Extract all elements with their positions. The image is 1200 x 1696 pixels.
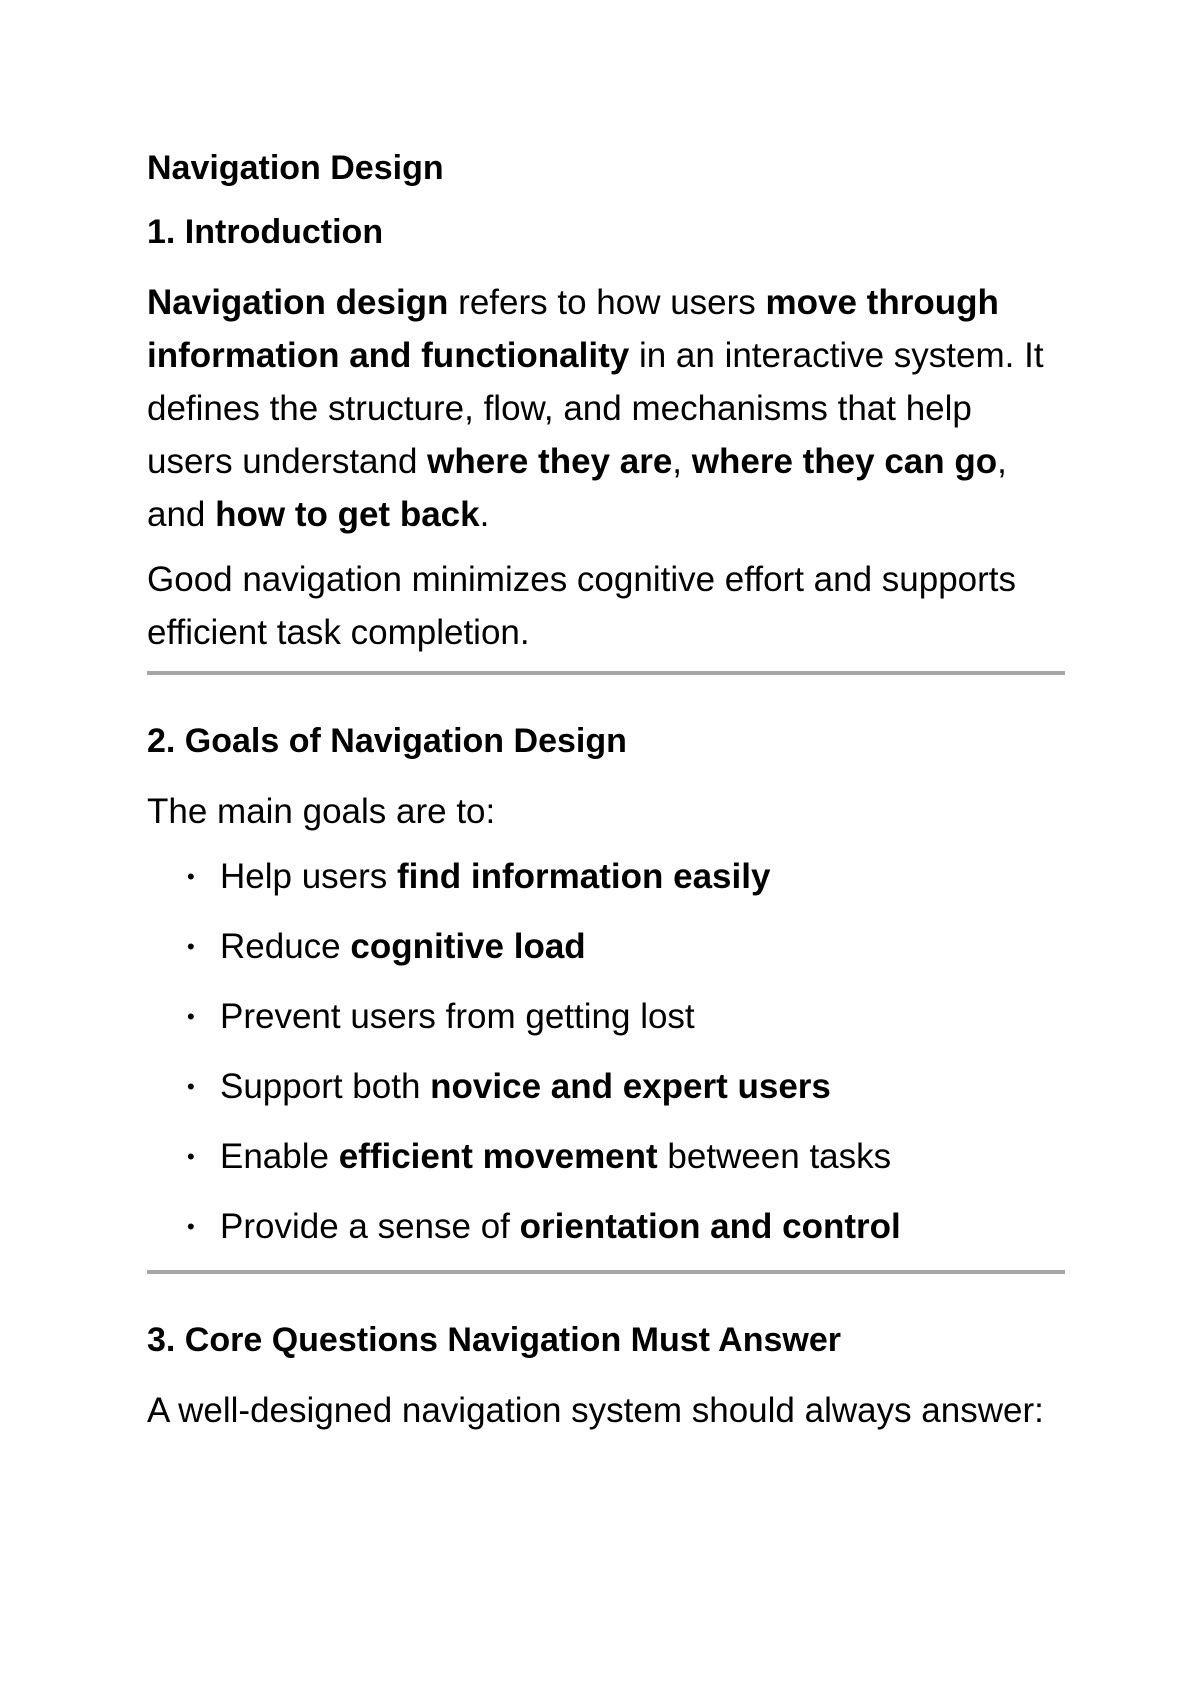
section-divider xyxy=(147,671,1065,675)
text-run: between tasks xyxy=(657,1137,892,1176)
list-item xyxy=(147,1200,1065,1253)
list-item xyxy=(147,1060,1065,1113)
list-item xyxy=(147,850,1065,903)
bold-text: orientation and control xyxy=(519,1207,901,1246)
text-run: Enable xyxy=(220,1137,339,1176)
text-run: refers to how users xyxy=(448,283,766,322)
bold-text: where they are xyxy=(427,442,673,481)
text-run: . xyxy=(479,495,490,534)
text-run: , xyxy=(672,442,692,481)
bullet-icon: • xyxy=(187,1074,195,1099)
core-questions-intro: A well-designed navigation system should always answer: xyxy=(147,1391,1044,1430)
text-run: , and xyxy=(147,442,1007,534)
text-run: Provide a sense of xyxy=(220,1207,520,1246)
bullet-icon: • xyxy=(187,934,195,959)
text-run: Help users xyxy=(220,857,398,896)
section-divider xyxy=(147,1270,1065,1274)
document-title: Navigation Design xyxy=(147,149,444,187)
list-item xyxy=(147,1130,1065,1183)
bold-text: find information easily xyxy=(397,857,771,896)
bullet-icon: • xyxy=(187,1144,195,1169)
bold-text: Navigation design xyxy=(147,283,449,322)
section-heading-core-questions: 3. Core Questions Navigation Must Answer xyxy=(147,1321,841,1359)
introduction-paragraph xyxy=(147,276,1065,541)
goals-list xyxy=(147,850,1065,1253)
text-run: Reduce xyxy=(220,927,351,966)
section-heading-introduction: 1. Introduction xyxy=(147,213,384,251)
document-page xyxy=(147,146,1065,1449)
text-run: in an interactive system. It defines the structure, flow, and mechanisms that help users understand xyxy=(147,336,1044,481)
good-navigation-paragraph: Good navigation minimizes cognitive effort and supports efficient task completion. xyxy=(147,560,1017,652)
text-run: Prevent users from getting lost xyxy=(220,997,695,1036)
bullet-icon: • xyxy=(187,1214,195,1239)
bold-text: cognitive load xyxy=(350,927,586,966)
bold-text: novice and expert users xyxy=(430,1067,831,1106)
bold-text: move through information and functionality xyxy=(147,283,999,375)
text-run: Support both xyxy=(220,1067,431,1106)
list-item xyxy=(147,920,1065,973)
goals-intro: The main goals are to: xyxy=(147,792,496,831)
bullet-icon: • xyxy=(187,864,195,889)
bold-text: efficient movement xyxy=(338,1137,658,1176)
bullet-icon: • xyxy=(187,1004,195,1029)
bold-text: where they can go xyxy=(691,442,998,481)
section-heading-goals: 2. Goals of Navigation Design xyxy=(147,722,627,760)
bold-text: how to get back xyxy=(215,495,480,534)
list-item xyxy=(147,990,1065,1043)
